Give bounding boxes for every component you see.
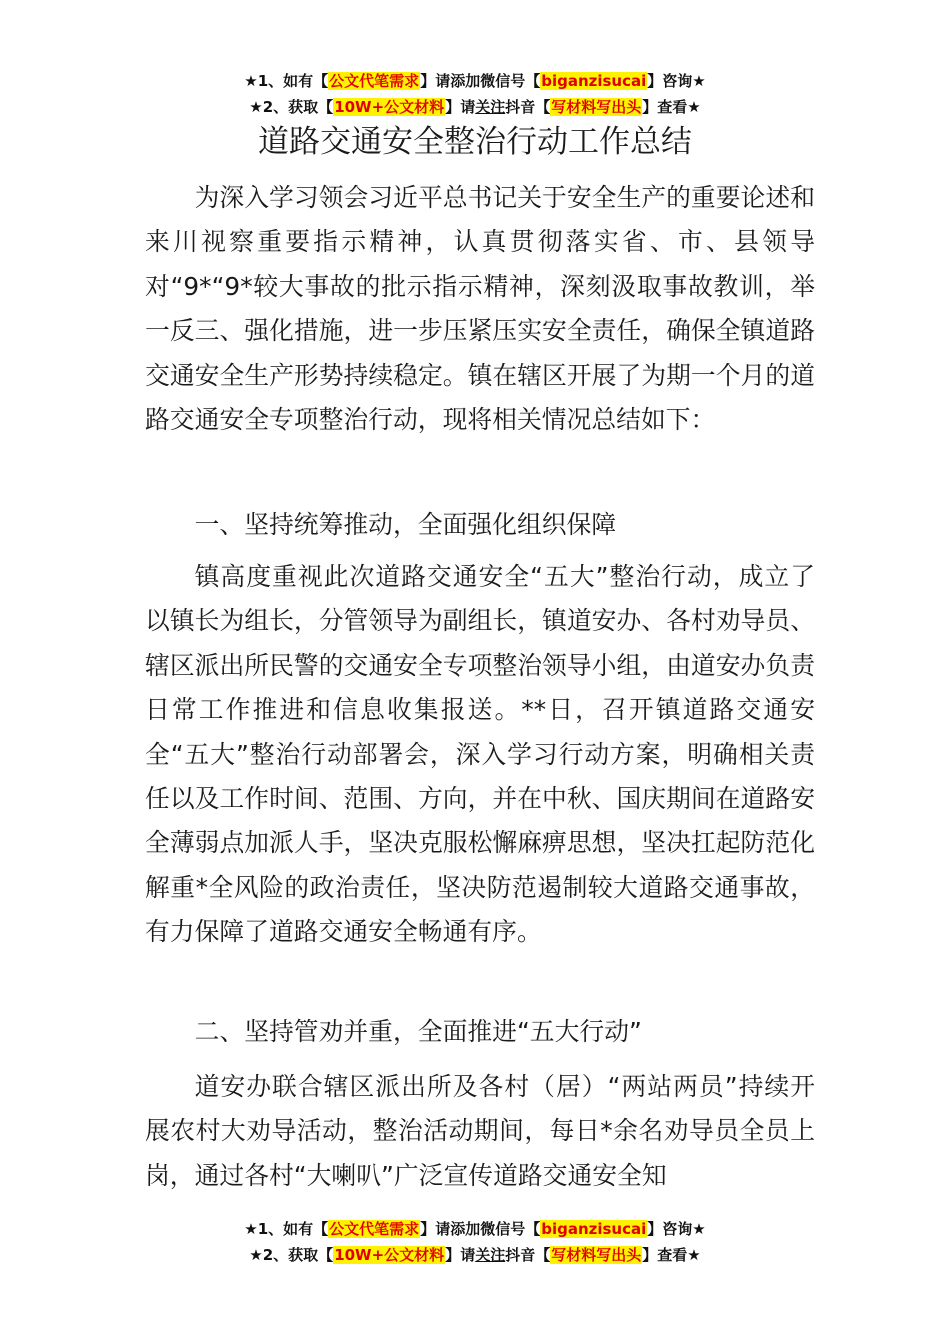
banner-underlined: 关注 [475,98,506,116]
banner-line-1 [0,1216,950,1242]
document-title: 道路交通安全整治行动工作总结 [258,124,692,160]
banner-underlined: 关注 [475,1246,506,1264]
banner-highlight: 10W+公文材料 [334,1246,445,1264]
banner-highlight-douyin: 写材料写出头 [551,98,642,116]
banner-line-2 [0,94,950,120]
banner-text: 】请添加微信号【 [420,72,541,90]
banner-text: ★2、获取【 [249,98,334,116]
section-heading-2: 二、坚持管劝并重，全面推进“五大行动” [194,1017,642,1046]
banner-text: 抖音【 [505,98,551,116]
section-paragraph-1: 镇高度重视此次道路交通安全“五大”整治行动，成立了以镇长为组长，分管领导为副组长，镇道安办、各村劝导员、辖区派出所民警的交通安全专项整治领导小组，由道安办负责日常工作推进和信息收集报送。**日，召开镇道路交通安全“五大”整治行动部署会，深入学习行动方案，明确相关责任以及工作时间、范围、方向，并在中秋、国庆期间在道路安全薄弱点加派人手，坚决克服松懈麻痹思想，坚决扛起防范化解重*全风险的政治责任，坚决防范遏制较大道路交通事故，有力保障了道路交通安全畅通有序。 [145,562,815,947]
footer-banner [0,1216,950,1268]
banner-highlight: 10W+公文材料 [334,98,445,116]
banner-highlight-wechat: biganzisucai [541,1220,647,1238]
banner-text: 】咨询★ [647,72,706,90]
banner-text: 】查看★ [642,98,701,116]
banner-text: ★2、获取【 [249,1246,334,1264]
banner-text: 抖音【 [505,1246,551,1264]
banner-text: 】请 [445,1246,476,1264]
banner-line-2 [0,1242,950,1268]
banner-text: 】查看★ [642,1246,701,1264]
banner-line-1 [0,68,950,94]
banner-text: ★1、如有【 [244,1220,329,1238]
banner-highlight-douyin: 写材料写出头 [551,1246,642,1264]
banner-text: ★1、如有【 [244,72,329,90]
banner-highlight: 公文代笔需求 [329,1220,420,1238]
header-banner [0,68,950,120]
banner-highlight-wechat: biganzisucai [541,72,647,90]
section-heading-1: 一、坚持统筹推动，全面强化组织保障 [194,510,617,539]
banner-text: 】咨询★ [647,1220,706,1238]
banner-highlight: 公文代笔需求 [329,72,420,90]
intro-paragraph: 为深入学习领会习近平总书记关于安全生产的重要论述和来川视察重要指示精神，认真贯彻落实省、市、县领导对“9*“9*较大事故的批示指示精神，深刻汲取事故教训，举一反三、强化措施，进一步压紧压实安全责任，确保全镇道路交通安全生产形势持续稳定。镇在辖区开展了为期一个月的道路交通安全专项整治行动，现将相关情况总结如下： [145,183,815,435]
section-paragraph-2: 道安办联合辖区派出所及各村（居）“两站两员”持续开展农村大劝导活动，整治活动期间，每日*余名劝导员全员上岗，通过各村“大喇叭”广泛宣传道路交通安全知 [145,1072,815,1190]
banner-text: 】请添加微信号【 [420,1220,541,1238]
banner-text: 】请 [445,98,476,116]
